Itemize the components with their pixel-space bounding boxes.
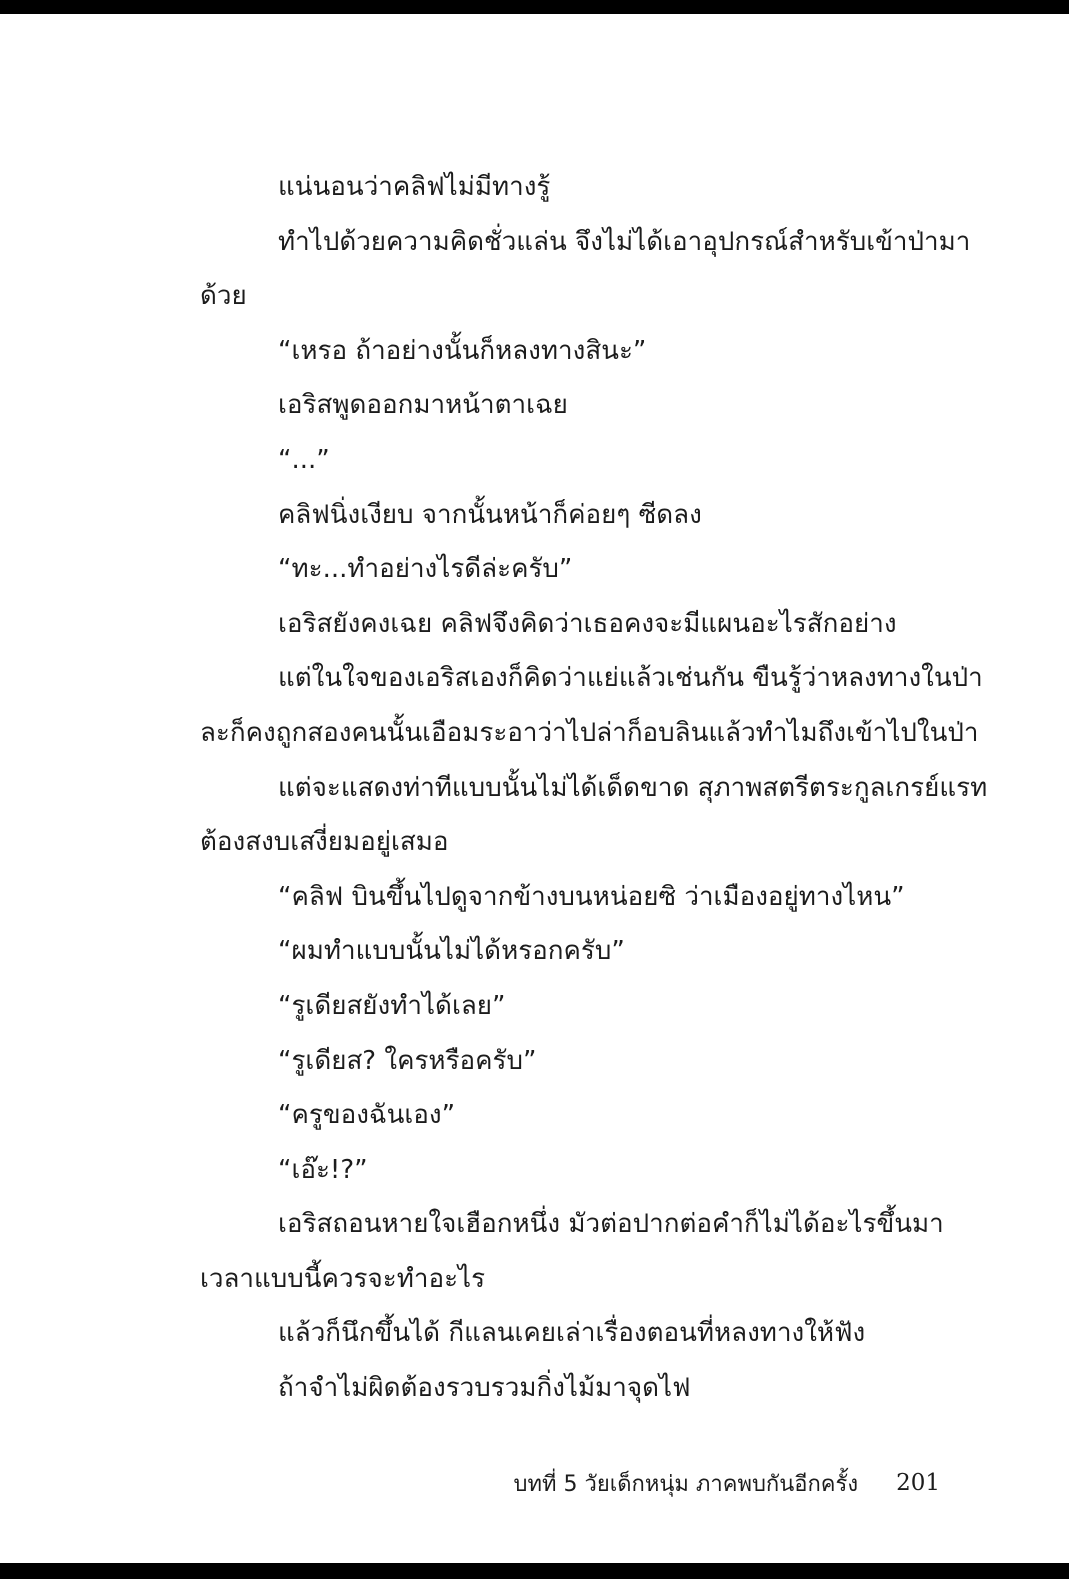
text-line: “...” <box>278 444 330 475</box>
text-line: แต่ในใจของเอริสเองก็คิดว่าแย่แล้วเช่นกัน ขืนรู้ว่าหลงทางในป่า <box>278 663 983 694</box>
text-line: เอริสถอนหายใจเฮือกหนึ่ง มัวต่อปากต่อคำก็ไม่ได้อะไรขึ้นมา <box>278 1209 944 1240</box>
text-line: แล้วก็นึกขึ้นได้ กีแลนเคยเล่าเรื่องตอนที่หลงทางให้ฟัง <box>278 1318 866 1349</box>
text-line: ละก็คงถูกสองคนนั้นเอือมระอาว่าไปล่าก็อบลินแล้วทำไมถึงเข้าไปในป่า <box>200 717 979 748</box>
page-body-text <box>200 160 988 1416</box>
text-line: “เหรอ ถ้าอย่างนั้นก็หลงทางสินะ” <box>278 335 647 366</box>
text-line: ทำไปด้วยความคิดชั่วแล่น จึงไม่ได้เอาอุปกรณ์สำหรับเข้าป่ามา <box>278 226 971 257</box>
text-line: ถ้าจำไม่ผิดต้องรวบรวมกิ่งไม้มาจุดไฟ <box>278 1373 691 1404</box>
text-line: เวลาแบบนี้ควรจะทำอะไร <box>200 1263 486 1294</box>
top-black-border <box>0 0 1069 14</box>
text-line: เอริสพูดออกมาหน้าตาเฉย <box>278 390 568 421</box>
text-line: แน่นอนว่าคลิฟไม่มีทางรู้ <box>278 172 551 202</box>
text-line: ด้วย <box>200 281 247 312</box>
text-line: “ผมทำแบบนั้นไม่ได้หรอกครับ” <box>278 936 625 967</box>
book-page <box>0 14 1069 1563</box>
text-line: “เอ๊ะ!?” <box>278 1154 368 1185</box>
text-line: แต่จะแสดงท่าทีแบบนั้นไม่ได้เด็ดขาด สุภาพสตรีตระกูลเกรย์แรท <box>278 772 988 803</box>
text-line: ต้องสงบเสงี่ยมอยู่เสมอ <box>200 827 449 858</box>
bottom-black-border <box>0 1563 1069 1579</box>
page-footer <box>200 1463 940 1503</box>
text-line: “คลิฟ บินขึ้นไปดูจากข้างบนหน่อยซิ ว่าเมืองอยู่ทางไหน” <box>278 881 905 912</box>
text-line: เอริสยังคงเฉย คลิฟจึงคิดว่าเธอคงจะมีแผนอะไรสักอย่าง <box>278 608 897 639</box>
text-line: คลิฟนิ่งเงียบ จากนั้นหน้าก็ค่อยๆ ซีดลง <box>278 499 702 530</box>
page-number: 201 <box>896 1470 940 1496</box>
text-line: “รูเดียส? ใครหรือครับ” <box>278 1045 537 1076</box>
text-line: “ครูของฉันเอง” <box>278 1100 456 1131</box>
chapter-title: บทที่ 5 วัยเด็กหนุ่ม ภาคพบกันอีกครั้ง <box>513 1471 859 1497</box>
text-line: “รูเดียสยังทำได้เลย” <box>278 990 506 1021</box>
text-line: “ทะ...ทำอย่างไรดีล่ะครับ” <box>278 554 573 585</box>
